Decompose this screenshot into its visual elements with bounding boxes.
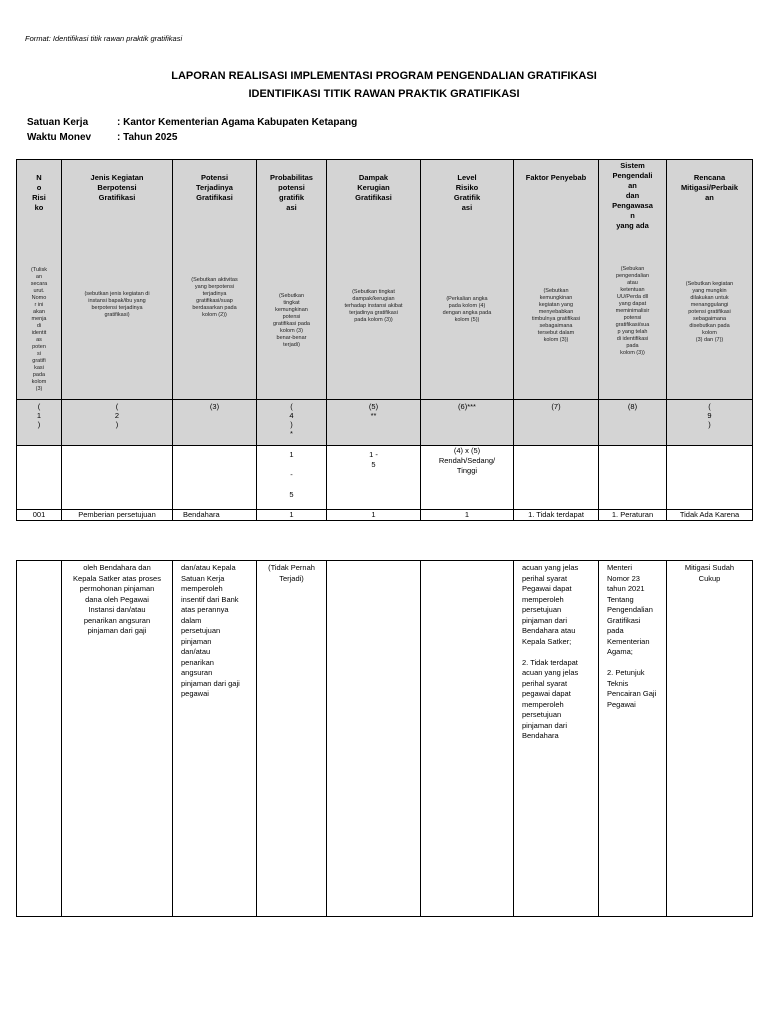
scale-cell: 1 - 5 [257,446,327,510]
header-probabilitas [257,160,327,400]
scale-cell: 1 - 5 [327,446,421,510]
header-note: (Sebutkan kegiatan yang mungkin dilakukan untuk menanggulangi potensi gratifikasi sebagaimana disebutkan pada kolom (3) dan (7)) [685,280,734,343]
header-title: Dampak Kerugian Gratifikasi [355,172,392,202]
scale-cell [667,446,753,510]
format-caption: Format: Identifikasi titik rawan praktik gratifikasi [25,34,183,43]
table-cell: oleh Bendahara dan Kepala Satker atas proses permohonan pinjaman dana oleh Pegawai Instansi dan/atau penarikan angsuran pinjaman dari gaji [62,561,173,917]
header-note: (sebutkan jenis kegiatan di instansi bapak/ibu yang berpotensi terjadinya gratifikasi) [84,290,150,318]
table-cell: Bendahara [173,510,257,521]
header-note: (Tulisk an secara urut. Nomo r ini akan menja di identit as poten si gratifi kasi pada kolom (3) [30,266,48,392]
table-cell: 1. Peraturan [599,510,667,521]
table-cell [17,561,62,917]
header-title: Level Risiko Gratifik asi [453,172,481,212]
header-title: Jenis Kegiatan Berpotensi Gratifikasi [90,172,144,202]
table-row [17,561,753,917]
table-cell: 1 [257,510,327,521]
header-title: Sistem Pengendali an dan Pengawasa n yang ada [612,160,653,230]
header-row [17,160,753,400]
header-sistem-pengendalian [599,160,667,400]
header-note: (Sebutkan tingkat kemungkinan potensi gratifikasi pada kolom (3) benar-benar terjadi) [273,292,310,348]
col-number: (7) [514,400,599,446]
report-title: LAPORAN REALISASI IMPLEMENTASI PROGRAM PENGENDALIAN GRATIFIKASI [171,70,597,82]
scale-cell [514,446,599,510]
col-number: ( 1 ) [17,400,62,446]
header-title: Rencana Mitigasi/Perbaik an [680,172,739,202]
scale-cell [62,446,173,510]
table-cell [327,561,421,917]
header-note: (Sebukan pengendalian atau ketentuan UU/Perda dll yang dapat meminimalisir potensi gratifikasi/sua p yang telah di identifikasi pada kolom (3)) [615,265,650,356]
header-note: (Sebutkan tingkat dampak/kerugian terhadap instansi akibat terjadinya gratifikasi pada kolom (3)) [344,288,403,323]
satker-line [27,117,357,128]
table-cell: 001 [17,510,62,521]
table-cell: 1. Tidak terdapat [514,510,599,521]
monev-value: : Tahun 2025 [117,132,178,143]
header-no-risiko [17,160,62,400]
table-cell: 1 [327,510,421,521]
table-cell: acuan yang jelas perihal syarat Pegawai dapat memperoleh persetujuan pinjaman dari Bendahara atau Kepala Satker; 2. Tidak terdapat acuan yang jelas perihal syarat pegawai dapat memperoleh persetujuan pinjaman dari Bendahara [514,561,599,917]
risk-table [16,159,753,521]
monev-line [27,132,177,143]
table-cell [421,561,514,917]
header-rencana-mitigasi [667,160,753,400]
header-title: Faktor Penyebab [525,172,587,182]
monev-label: Waktu Monev [27,132,92,143]
table-cell: Menteri Nomor 23 tahun 2021 Tentang Pengendalian Gratifikasi pada Kementerian Agama; 2. Petunjuk Teknis Pencairan Gaji Pegawai [599,561,667,917]
header-dampak [327,160,421,400]
risk-table-continued [16,560,753,917]
scale-cell [173,446,257,510]
table-cell: Tidak Ada Karena [667,510,753,521]
header-note: (Sebutkan kemungkinan kegiatan yang menyebabkan timbulnya gratifikasi sebagaimana tersebut dalam kolom (3)) [531,287,581,343]
column-number-row [17,400,753,446]
header-title: Potensi Terjadinya Gratifikasi [196,172,233,202]
header-potensi [173,160,257,400]
table-row [17,510,753,521]
header-note: (Perkalian angka pada kolom (4) dengan angka pada kolom (5)) [442,295,492,323]
header-level-risiko [421,160,514,400]
table-cell: Mitigasi Sudah Cukup [667,561,753,917]
scale-cell [599,446,667,510]
col-number: (6)*** [421,400,514,446]
header-note: (Sebutkan aktivitas yang berpotensi terjadinya gratifikasi/suap berdasarkan pada kolom (2)) [191,276,238,318]
col-number: (3) [173,400,257,446]
scale-cell: (4) x (5) Rendah/Sedang/ Tinggi [421,446,514,510]
table-cell: Pemberian persetujuan [62,510,173,521]
scale-row [17,446,753,510]
report-subtitle: IDENTIFIKASI TITIK RAWAN PRAKTIK GRATIFIKASI [248,88,520,100]
col-number: ( 4 ) * [257,400,327,446]
col-number: (8) [599,400,667,446]
col-number: ( 2 ) [62,400,173,446]
col-number: (5) ** [327,400,421,446]
satker-value: : Kantor Kementerian Agama Kabupaten Ketapang [117,117,358,128]
col-number: ( 9 ) [667,400,753,446]
header-jenis-kegiatan [62,160,173,400]
header-faktor-penyebab [514,160,599,400]
header-title: Probabilitas potensi gratifik asi [270,172,313,212]
header-title: N o Risi ko [32,172,46,212]
scale-cell [17,446,62,510]
satker-label: Satuan Kerja [27,117,89,128]
table-cell: 1 [421,510,514,521]
table-cell: dan/atau Kepala Satuan Kerja memperoleh insentif dari Bank atas perannya dalam persetujuan pinjaman dan/atau penarikan angsuran pinjaman dari gaji pegawai [173,561,257,917]
table-cell: (Tidak Pernah Terjadi) [257,561,327,917]
